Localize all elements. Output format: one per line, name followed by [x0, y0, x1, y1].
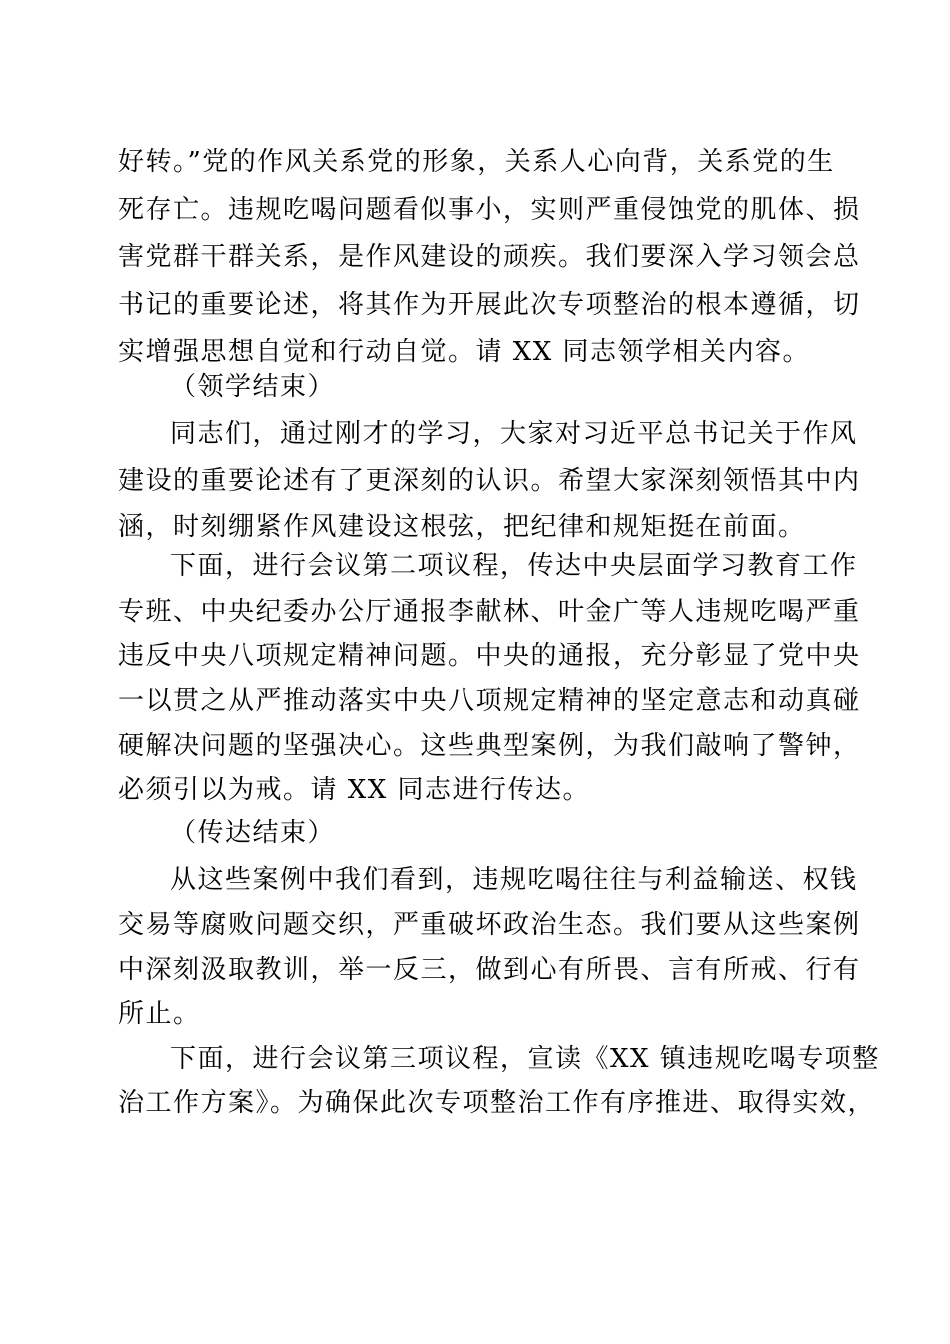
text-line: 建设的重要论述有了更深刻的认识。希望大家深刻领悟其中内: [118, 466, 861, 496]
text-line: 下面，进行会议第三项议程，宣读《XX 镇违规吃喝专项整: [170, 1044, 880, 1074]
text-line: 好转。”党的作风关系党的形象，关系人心向背，关系党的生: [118, 147, 835, 177]
text-line: 涵，时刻绷紧作风建设这根弦，把纪律和规矩挺在前面。: [118, 512, 806, 542]
procedural-note: （传达结束）: [170, 818, 336, 848]
text-line: 必须引以为戒。请 XX 同志进行传达。: [118, 775, 591, 805]
text-line: 书记的重要论述，将其作为开展此次专项整治的根本遵循，切: [118, 290, 861, 320]
text-line: 交易等腐败问题交织，严重破坏政治生态。我们要从这些案例: [118, 910, 861, 940]
text-line: 下面，进行会议第二项议程，传达中央层面学习教育工作: [170, 551, 858, 581]
text-line: 从这些案例中我们看到，违规吃喝往往与利益输送、权钱: [170, 865, 858, 895]
text-line: 中深刻汲取教训，举一反三，做到心有所畏、言有所戒、行有: [118, 955, 861, 985]
text-line: 死存亡。违规吃喝问题看似事小，实则严重侵蚀党的肌体、损: [118, 195, 861, 225]
text-line: 一以贯之从严推动落实中央八项规定精神的坚定意志和动真碰: [118, 686, 861, 716]
procedural-note: （领学结束）: [170, 372, 336, 402]
text-line: 违反中央八项规定精神问题。中央的通报，充分彰显了党中央: [118, 641, 861, 671]
text-line: 治工作方案》。为确保此次专项整治工作有序推进、取得实效，: [118, 1088, 876, 1118]
text-line: 实增强思想自觉和行动自觉。请 XX 同志领学相关内容。: [118, 337, 811, 367]
text-line: 害党群干群关系，是作风建设的顽疾。我们要深入学习领会总: [118, 242, 861, 272]
text-line: 硬解决问题的坚强决心。这些典型案例，为我们敲响了警钟，: [118, 731, 861, 761]
text-line: 所止。: [118, 999, 201, 1029]
text-line: 同志们，通过刚才的学习，大家对习近平总书记关于作风: [170, 419, 858, 449]
text-line: 专班、中央纪委办公厅通报李献林、叶金广等人违规吃喝严重: [118, 597, 861, 627]
